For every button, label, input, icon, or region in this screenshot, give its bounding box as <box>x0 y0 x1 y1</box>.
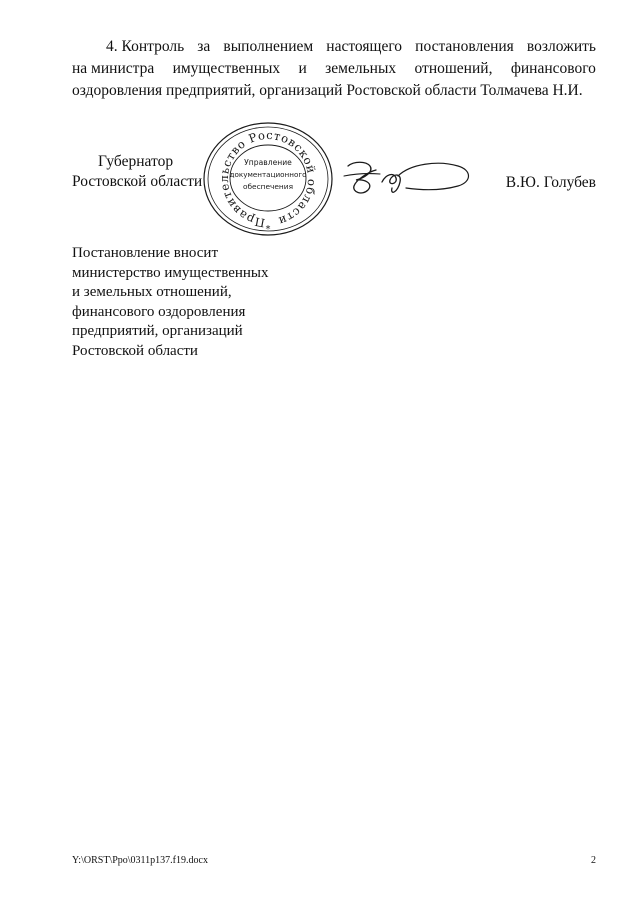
signature-stroke-4 <box>398 163 469 189</box>
seal-center-line-1: Управление <box>244 158 292 167</box>
word: отношений, <box>414 60 493 77</box>
word: и <box>298 60 307 77</box>
control-paragraph <box>72 36 596 102</box>
word: постановления <box>415 38 514 55</box>
submitter-line: Постановление вносит <box>72 245 219 261</box>
submitter-line: и земельных отношений, <box>72 284 232 300</box>
signature-stroke-2 <box>344 174 380 176</box>
submitter-line: предприятий, организаций <box>72 323 243 339</box>
word: финансового <box>510 60 596 77</box>
footer-file-path: Y:\ORST\Ppo\0311p137.f19.docx <box>72 855 208 866</box>
word: имущественных <box>172 60 281 77</box>
word: возложить <box>526 38 596 55</box>
position-line-1: Губернатор <box>98 153 174 170</box>
word: за <box>197 38 211 55</box>
paragraph-line-2 <box>72 58 596 80</box>
submitter-line: министерство имущественных <box>72 264 269 281</box>
seal-ring-text: Правительство Ростовской области <box>217 127 320 231</box>
footer-page-number: 2 <box>591 855 596 866</box>
word: 4. Контроль <box>106 38 185 55</box>
handwritten-signature <box>340 152 475 202</box>
paragraph-line-1 <box>72 36 596 58</box>
submitter-line: финансового оздоровления <box>72 303 246 320</box>
position-line-2: Ростовской области <box>72 173 203 190</box>
word: выполнением <box>223 38 314 55</box>
signature-stroke-1 <box>348 162 376 193</box>
word: на министра <box>72 60 155 77</box>
signature-stroke-3 <box>382 175 400 193</box>
submitter-block <box>72 244 269 361</box>
submitter-line: Ростовской области <box>72 342 198 359</box>
official-seal <box>200 118 336 236</box>
seal-star-icon: * <box>265 224 271 235</box>
seal-center-line-2: документационного <box>229 170 307 179</box>
seal-center-line-3: обеспечения <box>242 182 294 191</box>
governor-name: В.Ю. Голубев <box>505 174 596 191</box>
word: настоящего <box>326 38 403 55</box>
paragraph-line-3: оздоровления предприятий, организаций Ростовской области Толмачева Н.И. <box>72 82 583 99</box>
word: земельных <box>325 60 397 77</box>
governor-position <box>72 152 202 192</box>
